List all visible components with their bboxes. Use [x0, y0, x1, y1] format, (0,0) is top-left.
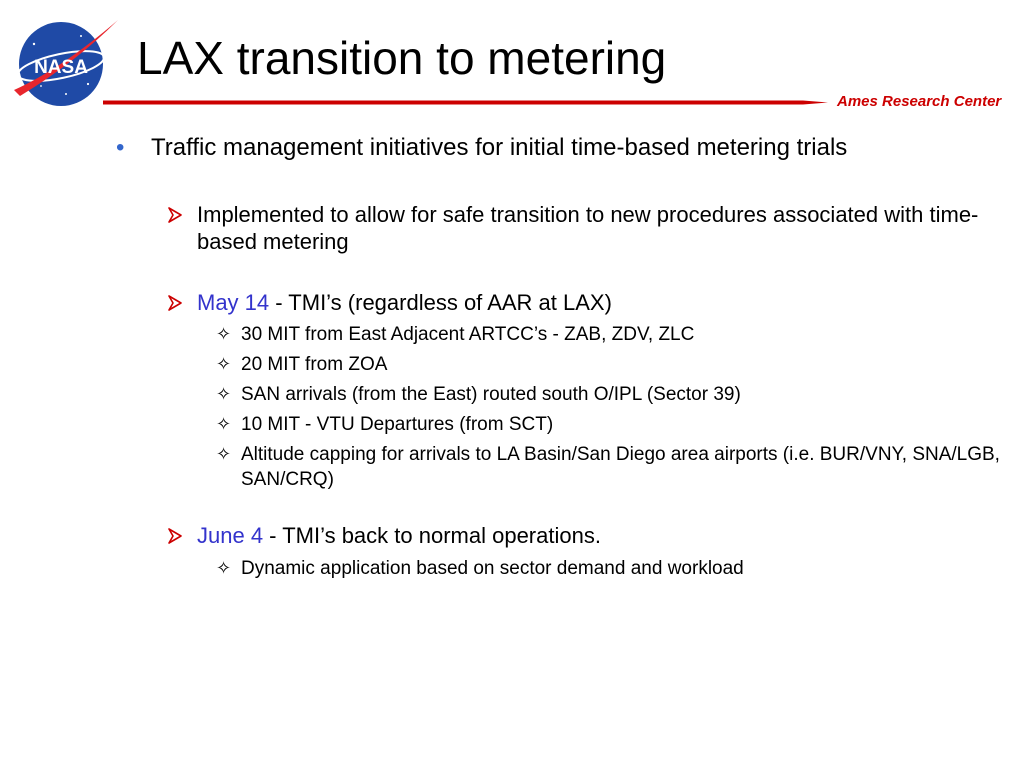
item-may14 — [197, 289, 1007, 316]
sub-item: Dynamic application based on sector demand and workload — [241, 558, 744, 579]
page-title: LAX transition to metering — [137, 32, 667, 84]
bullet-dot-icon: • — [116, 134, 125, 161]
sub-item: 20 MIT from ZOA — [241, 354, 388, 375]
item-june4-text: - TMI’s back to normal operations. — [263, 523, 601, 548]
star-bullet-icon: ✧ — [216, 444, 232, 464]
ames-research-center-label: Ames Research Center — [837, 93, 1002, 110]
star-bullet-icon: ✧ — [216, 354, 232, 374]
item-june4 — [197, 522, 1007, 549]
sub-item: Altitude capping for arrivals to LA Basin/San Diego area airports (i.e. BUR/VNY, SNA/LGB, SAN/CRQ) — [241, 444, 1000, 490]
nasa-logo — [6, 14, 122, 110]
top-bullet-text: Traffic management initiatives for initial time-based metering trials — [151, 134, 848, 161]
item-may14-text: - TMI’s (regardless of AAR at LAX) — [269, 290, 612, 315]
star-bullet-icon: ✧ — [216, 384, 232, 404]
sub-item: SAN arrivals (from the East) routed south O/IPL (Sector 39) — [241, 384, 741, 405]
date-may14: May 14 — [197, 290, 270, 315]
star-bullet-icon: ✧ — [216, 558, 232, 578]
svg-text:NASA: NASA — [34, 57, 88, 78]
title-rule — [103, 99, 828, 106]
date-june4: June 4 — [197, 523, 264, 548]
arrow-bullet-icon — [168, 528, 182, 544]
sub-item: 10 MIT - VTU Departures (from SCT) — [241, 414, 554, 435]
star-bullet-icon: ✧ — [216, 324, 232, 344]
arrow-bullet-icon — [168, 207, 182, 223]
arrow-bullet-icon — [168, 295, 182, 311]
item-implemented-text: Implemented to allow for safe transition to new procedures associated with time-based metering — [197, 202, 979, 254]
star-bullet-icon: ✧ — [216, 414, 232, 434]
sub-item: 30 MIT from East Adjacent ARTCC’s - ZAB, ZDV, ZLC — [241, 324, 695, 345]
